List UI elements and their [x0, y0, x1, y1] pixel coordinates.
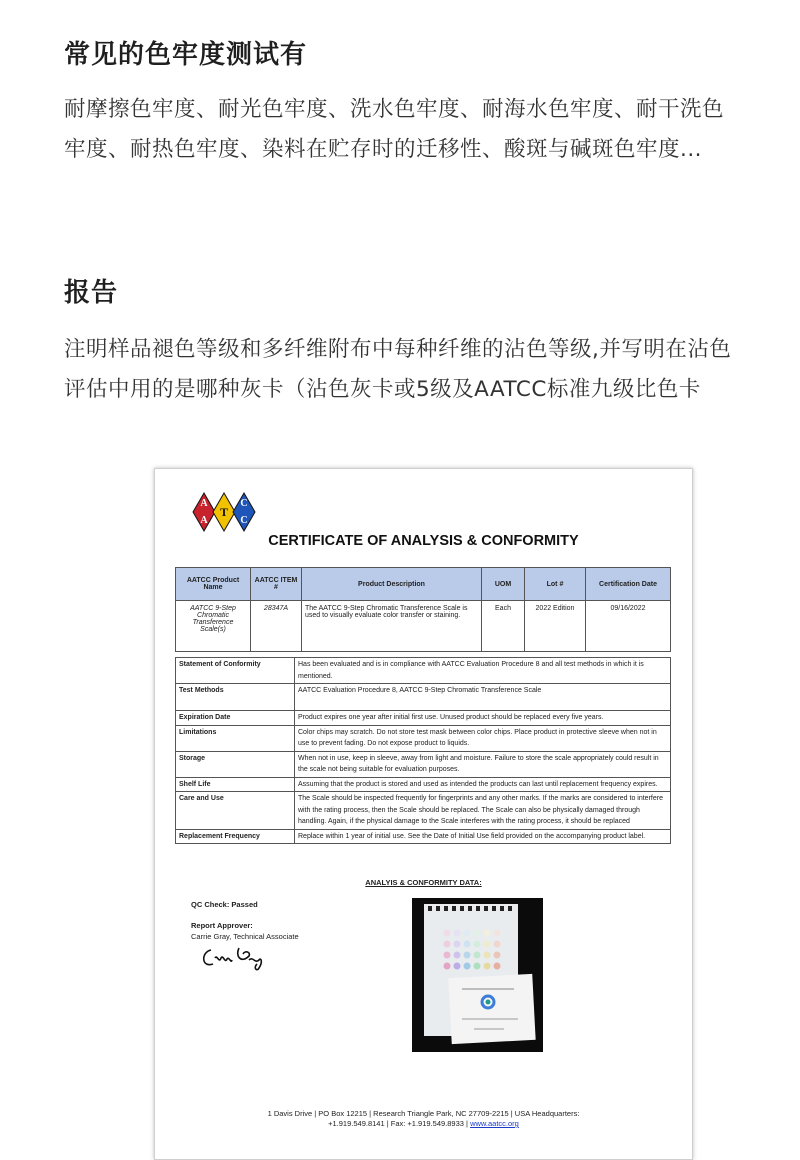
approver-label: Report Approver: — [191, 921, 253, 930]
logo-letter: T — [219, 505, 229, 519]
info-label: Storage — [176, 751, 295, 777]
certificate-image — [154, 468, 693, 1160]
color-scale-photo — [412, 898, 543, 1052]
product-header: Certification Date — [586, 568, 671, 601]
aatcc-logo — [191, 491, 257, 533]
certificate-footer — [155, 1109, 692, 1129]
section-heading-report: 报告 — [64, 278, 119, 308]
info-label: Care and Use — [176, 792, 295, 830]
footer-phone: +1.919.549.8141 | Fax: +1.919.549.8933 | — [328, 1119, 468, 1128]
info-label: Statement of Conformity — [176, 658, 295, 684]
product-uom-cell: Each — [482, 601, 525, 652]
info-value: Product expires one year after initial first use. Unused product should be replaced every five years. — [295, 711, 671, 726]
qc-check: QC Check: Passed — [191, 900, 258, 909]
logo-letter: C — [240, 498, 248, 509]
signature-image — [199, 942, 269, 974]
product-lot-cell: 2022 Edition — [525, 601, 586, 652]
footer-website-link[interactable]: www.aatcc.org — [470, 1119, 519, 1128]
report-paragraph: 注明样品褪色等级和多纤维附布中每种纤维的沾色等级,并写明在沾色评估中用的是哪种灰卡（沾色灰卡或5级及AATCC标准九级比色卡 — [64, 337, 732, 402]
product-header: UOM — [482, 568, 525, 601]
fastness-tests-paragraph: 耐摩擦色牢度、耐光色牢度、洗水色牢度、耐海水色牢度、耐干洗色牢度、耐热色牢度、染料在贮存时的迁移性、酸斑与碱斑色牢度... — [64, 97, 725, 162]
product-date-cell: 09/16/2022 — [586, 601, 671, 652]
info-value: Assuming that the product is stored and used as intended the products can last until replacement frequency expires. — [295, 777, 671, 792]
info-value: AATCC Evaluation Procedure 8, AATCC 9-Step Chromatic Transference Scale — [295, 684, 671, 711]
product-header: Product Description — [302, 568, 482, 601]
info-label: Replacement Frequency — [176, 829, 295, 844]
product-name-cell: AATCC 9-Step Chromatic Transference Scale(s) — [176, 601, 251, 652]
certificate-title: CERTIFICATE OF ANALYSIS & CONFORMITY — [268, 533, 579, 549]
section-heading-fastness: 常见的色牢度测试有 — [64, 40, 308, 70]
info-value: The Scale should be inspected frequently for fingerprints and any other marks. If the marks are considered to interfere with the rating process, then the Scale should be replaced. The Scale can also be physically damaged through handling. Again, if the physical damage to the Scale interferes with the rating process, it should be replaced — [295, 792, 671, 830]
info-label: Test Methods — [176, 684, 295, 711]
logo-letter: A — [200, 515, 208, 526]
info-value: Color chips may scratch. Do not store test mask between color chips. Place product in protective sleeve when not in use to prevent fading. Do not expose product to liquids. — [295, 725, 671, 751]
info-label: Expiration Date — [176, 711, 295, 726]
footer-address: 1 Davis Drive | PO Box 12215 | Research Triangle Park, NC 27709-2215 | USA Headquarters: — [267, 1109, 580, 1118]
product-header: AATCC Product Name — [176, 568, 251, 601]
product-item-cell: 28347A — [251, 601, 302, 652]
approver-name: Carrie Gray, Technical Associate — [191, 932, 299, 941]
product-table — [175, 567, 671, 652]
logo-letter: A — [200, 498, 208, 509]
conformity-info-table — [175, 657, 671, 844]
info-value: When not in use, keep in sleeve, away from light and moisture. Failure to store the scale appropriately could result in the scale not being suitable for evaluation purposes. — [295, 751, 671, 777]
product-header: AATCC ITEM # — [251, 568, 302, 601]
product-description-cell: The AATCC 9-Step Chromatic Transference Scale is used to visually evaluate color transfer or staining. — [302, 601, 482, 652]
info-label: Limitations — [176, 725, 295, 751]
info-value: Replace within 1 year of initial use. See the Date of Initial Use field provided on the accompanying product label. — [295, 829, 671, 844]
analysis-data-title: ANALYIS & CONFORMITY DATA: — [365, 878, 482, 887]
logo-letter: C — [240, 515, 248, 526]
info-label: Shelf Life — [176, 777, 295, 792]
product-header: Lot # — [525, 568, 586, 601]
info-value: Has been evaluated and is in compliance with AATCC Evaluation Procedure 8 and all test methods in which it is mentioned. — [295, 658, 671, 684]
